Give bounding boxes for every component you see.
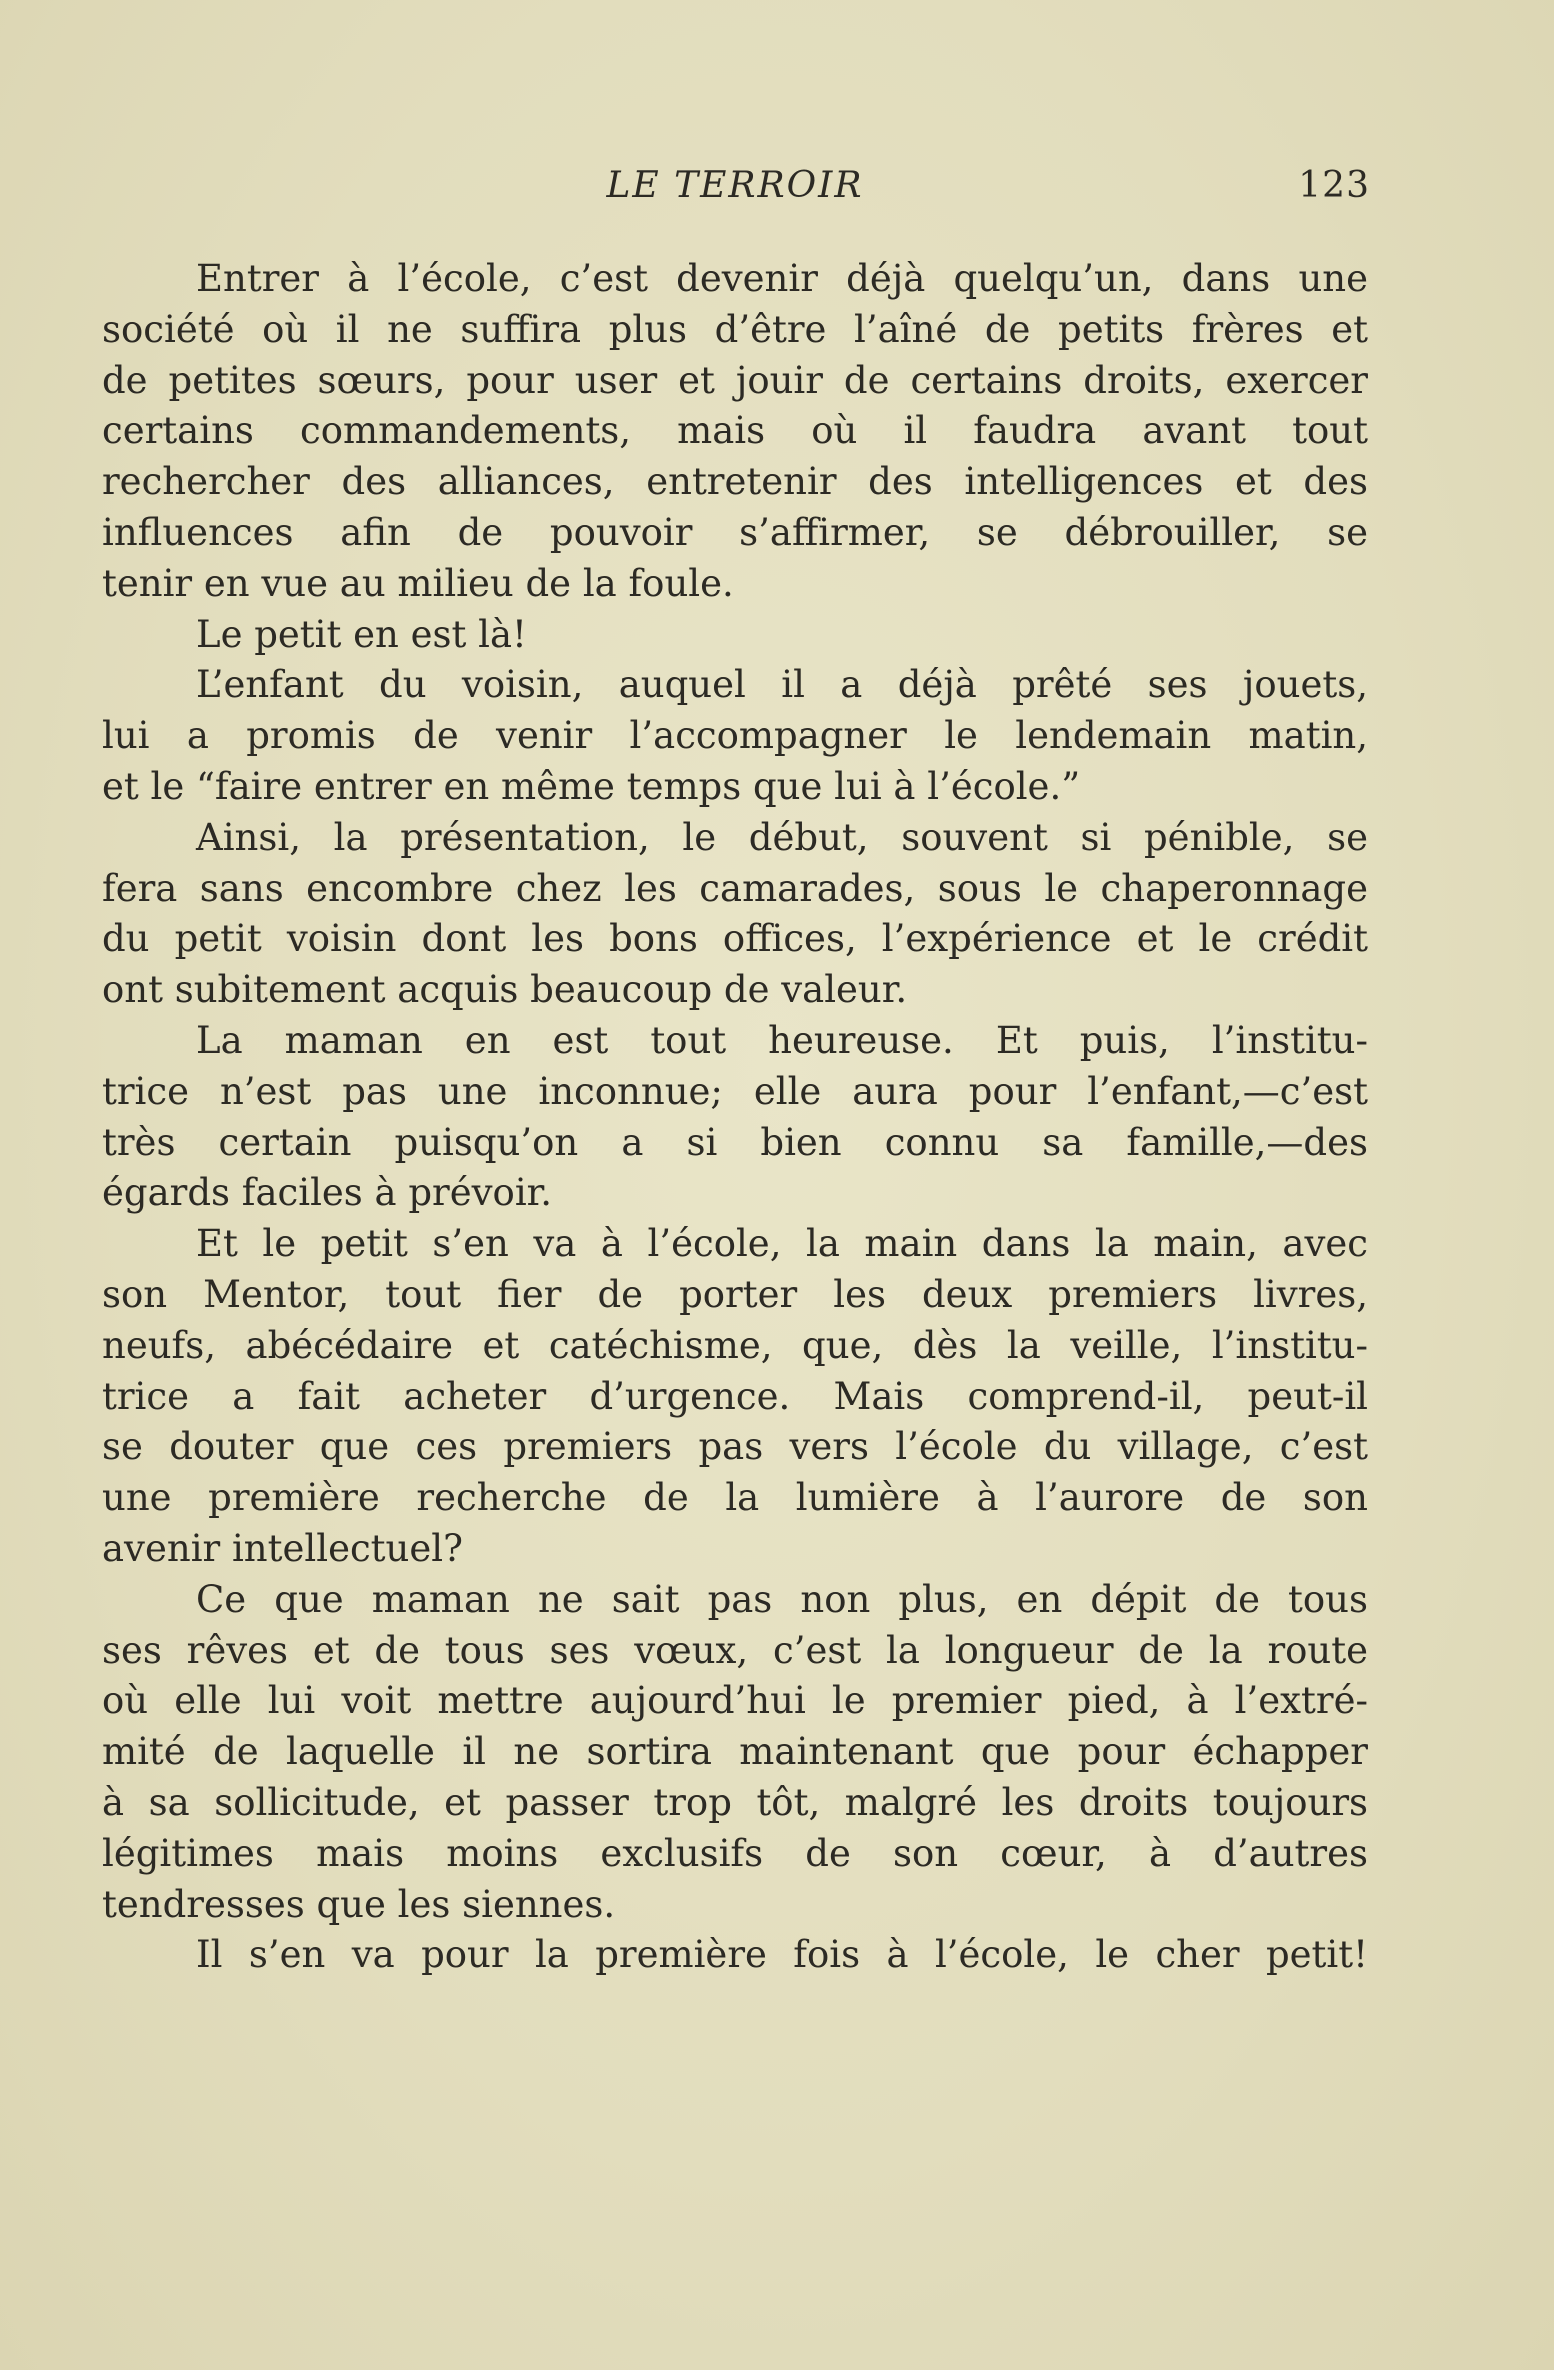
running-head (100, 165, 1370, 215)
text-line: certains commandements, mais où il faudra avant tout (102, 409, 1368, 453)
text-line: égards faciles à prévoir. (102, 1171, 553, 1215)
text-line: son Mentor, tout fier de porter les deux premiers livres, (102, 1272, 1368, 1316)
text-line: de petites sœurs, pour user et jouir de certains droits, exercer (102, 358, 1368, 402)
text-line: tenir en vue au milieu de la foule. (102, 561, 734, 605)
text-line: et le “faire entrer en même temps que lui à l’école.” (102, 764, 1081, 808)
text-line: ses rêves et de tous ses vœux, c’est la longueur de la route (102, 1628, 1368, 1672)
page-number: 123 (1298, 165, 1370, 206)
text-line: société où il ne suffira plus d’être l’aîné de petits frères et (102, 307, 1368, 351)
text-line: où elle lui voit mettre aujourd’hui le premier pied, à l’extré- (102, 1679, 1368, 1723)
text-line: trice n’est pas une inconnue; elle aura pour l’enfant,—c’est (102, 1069, 1368, 1113)
text-line: trice a fait acheter d’urgence. Mais comprend-il, peut-il (102, 1374, 1368, 1418)
text-line: Et le petit s’en va à l’école, la main dans la main, avec (196, 1222, 1368, 1266)
text-line: tendresses que les siennes. (102, 1882, 616, 1926)
text-line: Ainsi, la présentation, le début, souvent si pénible, se (196, 815, 1368, 859)
text-line: à sa sollicitude, et passer trop tôt, malgré les droits toujours (102, 1780, 1368, 1824)
body-text (102, 254, 1368, 1981)
text-line: neufs, abécédaire et catéchisme, que, dès la veille, l’institu- (102, 1323, 1368, 1367)
text-line: rechercher des alliances, entretenir des intelligences et des (102, 460, 1368, 504)
text-line: Ce que maman ne sait pas non plus, en dépit de tous (196, 1577, 1368, 1621)
text-line: légitimes mais moins exclusifs de son cœur, à d’autres (102, 1831, 1368, 1875)
text-line: L’enfant du voisin, auquel il a déjà prêté ses jouets, (196, 663, 1368, 707)
text-line: influences afin de pouvoir s’affirmer, se débrouiller, se (102, 510, 1368, 554)
running-title: LE TERROIR (606, 165, 864, 206)
text-line: une première recherche de la lumière à l’aurore de son (102, 1476, 1368, 1520)
text-line: lui a promis de venir l’accompagner le lendemain matin, (102, 714, 1368, 758)
text-line: La maman en est tout heureuse. Et puis, l’institu- (196, 1018, 1368, 1062)
text-line: du petit voisin dont les bons offices, l’expérience et le crédit (102, 917, 1368, 961)
text-line: avenir intellectuel? (102, 1526, 463, 1570)
text-line: fera sans encombre chez les camarades, sous le chaperonnage (102, 866, 1368, 910)
text-line: très certain puisqu’on a si bien connu sa famille,—des (102, 1120, 1368, 1164)
text-line: Il s’en va pour la première fois à l’école, le cher petit! (196, 1933, 1368, 1977)
text-line: se douter que ces premiers pas vers l’école du village, c’est (102, 1425, 1368, 1469)
text-line: Le petit en est là! (196, 612, 527, 656)
text-line: mité de laquelle il ne sortira maintenant que pour échapper (102, 1730, 1368, 1774)
text-line: ont subitement acquis beaucoup de valeur. (102, 968, 908, 1012)
text-line: Entrer à l’école, c’est devenir déjà quelqu’un, dans une (196, 257, 1368, 300)
